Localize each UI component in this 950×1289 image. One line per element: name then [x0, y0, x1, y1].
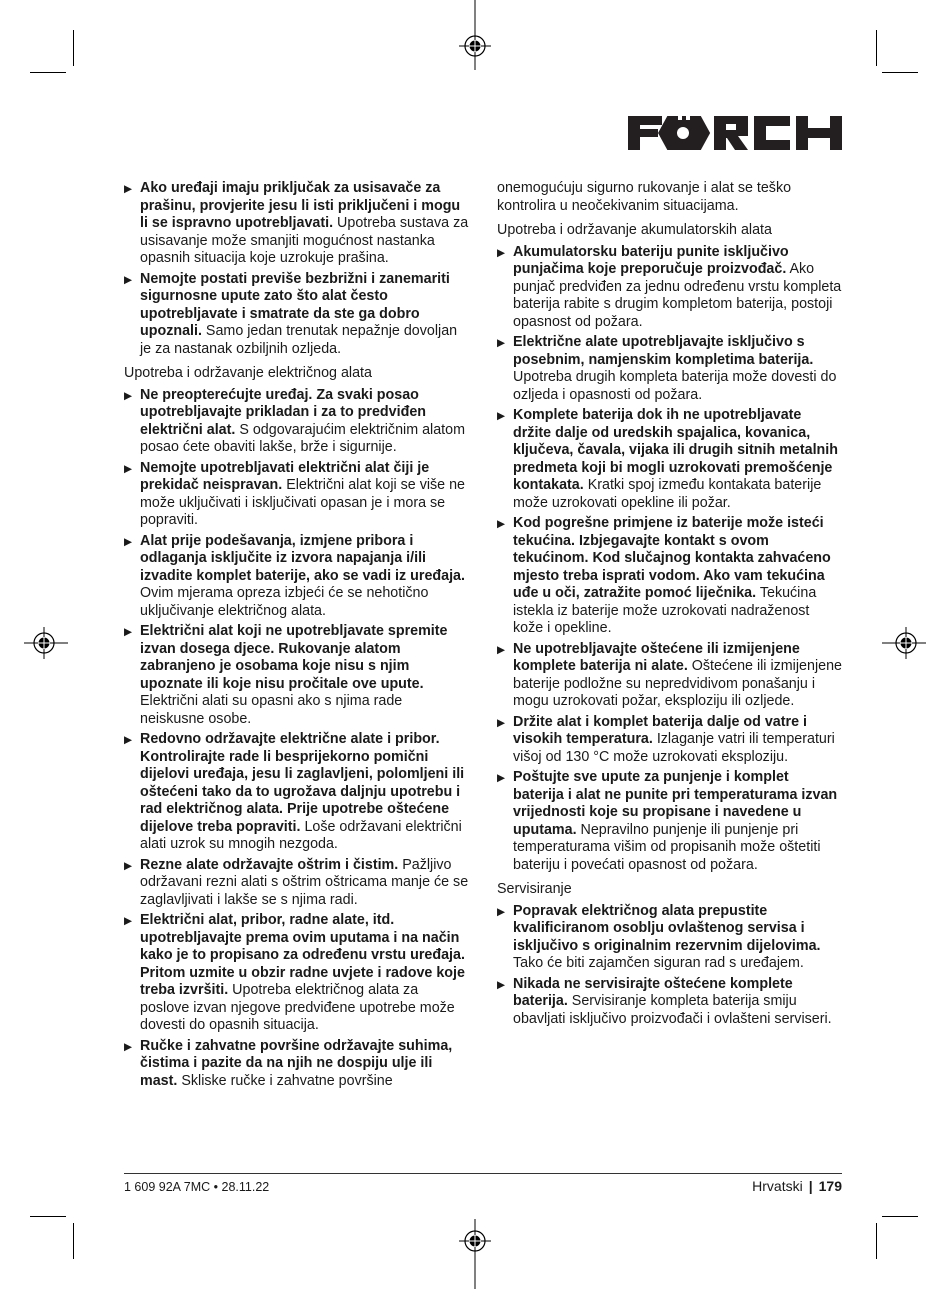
triangle-bullet-icon: ▶: [124, 183, 133, 195]
item-body-text: Izlaganje vatri ili temperaturi višoj od 130 °C može uzrokovati eksploziju.: [513, 731, 835, 765]
list-item: [124, 271, 470, 359]
triangle-bullet-icon: ▶: [124, 915, 133, 927]
list-item: [497, 976, 843, 1029]
item-body-text: Kratki spoj između kontakata baterije može uzrokovati opekline ili požar.: [513, 477, 822, 511]
list-item: [124, 912, 470, 1035]
item-bold-text: Komplete baterija dok ih ne upotrebljavate držite dalje od uredskih spajalica, kovanica, ključeva, čavala, vijaka ili drugih sitnih metalnih predmeta koji bi mogli uzrokovati premošćenje kontakata.: [513, 407, 838, 493]
section-heading: Servisiranje: [497, 881, 572, 897]
list-item: [124, 180, 470, 268]
registration-mark-icon: [24, 623, 68, 663]
list-item: [497, 407, 843, 512]
item-body-text: Upotreba sustava za usisavanje može smanjiti mogućnost nastanka opasnih situacija koje uzrokuje prašina.: [140, 215, 469, 266]
list-item: [124, 387, 470, 457]
page-footer: [752, 1178, 842, 1194]
item-body-text: Ako punjač predviđen za jednu određenu vrstu kompleta baterija rabite s drugim kompletom baterija, postoji opasnost od požara.: [513, 261, 842, 330]
list-item: [124, 623, 470, 728]
triangle-bullet-icon: ▶: [497, 716, 506, 729]
item-bold-text: Akumulatorsku bateriju punite isključivo punjačima koje preporučuje proizvođač.: [513, 243, 789, 277]
crop-mark: [882, 1216, 918, 1217]
item-bold-text: Ne upotrebljavajte oštećene ili izmijenjene komplete baterija ni alate.: [513, 640, 800, 674]
list-item: [124, 460, 470, 530]
crop-mark: [30, 1216, 66, 1217]
crop-mark: [30, 72, 66, 73]
item-bold-text: Kod pogrešne primjene iz baterije može isteći tekućina. Izbjegavajte kontakt s ovom tekućinom. Kod slučajnog kontakta zahvaćeno mjesto treba isprati vodom. Ako vam tekućina uđe u oči, zatražite pomoć liječnika.: [513, 515, 831, 601]
triangle-bullet-icon: ▶: [124, 859, 133, 872]
item-bold-text: Nemojte upotrebljavati električni alat čiji je prekidač neispravan.: [140, 459, 430, 493]
list-item: [497, 714, 843, 767]
registration-mark-icon: [455, 0, 495, 70]
list-item: [124, 731, 470, 854]
triangle-bullet-icon: ▶: [124, 734, 133, 746]
triangle-bullet-icon: ▶: [124, 389, 133, 402]
item-body-text: Tako će biti zajamčen siguran rad s uređajem.: [513, 955, 804, 971]
list-item: [497, 244, 843, 332]
list-item: [497, 515, 843, 638]
item-body-text: Ovim mjerama opreza izbjeći će se nehotično uključivanje električnog alata.: [140, 585, 429, 619]
crop-mark: [876, 1223, 877, 1259]
item-body-text: Pažljivo održavani rezni alati s oštrim oštricama manje će se zaglavljivati i lakše se s njima radi.: [140, 856, 469, 908]
item-body-text: Samo jedan trenutak nepažnje dovoljan je za nastanak ozbiljnih ozljeda.: [140, 323, 458, 357]
item-body-text: Loše održavani električni alati uzrok su mnogih nezgoda.: [140, 818, 462, 852]
list-item: [497, 903, 843, 973]
item-body-text: Skliske ručke i zahvatne površine: [177, 1072, 393, 1089]
triangle-bullet-icon: ▶: [124, 535, 133, 548]
triangle-bullet-icon: ▶: [124, 1040, 133, 1053]
paragraph: onemogućuju sigurno rukovanje i alat se teško kontrolira u neočekivanim situacijama.: [497, 180, 792, 214]
item-body-text: Oštećene ili izmijenjene baterije podložne su nepredvidivom ponašanju i mogu uzrokovati požar, eksploziju ili ozljede.: [513, 658, 842, 709]
item-body-text: S odgovarajućim električnim alatom posao ćete obaviti lakše, brže i sigurnije.: [140, 421, 465, 455]
triangle-bullet-icon: ▶: [497, 772, 506, 784]
list-item: [497, 334, 843, 404]
item-bold-text: Alat prije podešavanja, izmjene pribora i odlaganja isključite iz izvora napajanja i/ili izvadite komplet baterije, ako se vadi iz uređaja.: [140, 532, 465, 584]
item-bold-text: Ručke i zahvatne površine održavajte suhima, čistima i pazite da na njih ne dospiju ulje ili mast.: [140, 1037, 453, 1089]
item-body-text: Upotreba električnog alata za poslove izvan njegove predviđene upotrebe može dovesti do opasnih situacija.: [140, 982, 455, 1033]
item-bold-text: Električne alate upotrebljavajte isključivo s posebnim, namjenskim kompletima baterija.: [513, 334, 814, 368]
crop-mark: [73, 30, 74, 66]
crop-mark: [882, 72, 918, 73]
item-bold-text: Ne preopterećujte uređaj. Za svaki posao upotrebljavajte prikladan i za to predviđen električni alat.: [140, 386, 427, 438]
registration-mark-icon: [882, 623, 926, 663]
crop-mark: [73, 1223, 74, 1259]
list-item: [124, 1038, 470, 1091]
document-code: 1 609 92A 7MC • 28.11.22: [124, 1180, 270, 1194]
item-bold-text: Poštujte sve upute za punjenje i komplet baterija i alat ne punite pri temperaturama izvan vrijednosti koje su propisane i navedene u uputama.: [513, 769, 838, 838]
item-bold-text: Električni alat, pribor, radne alate, itd. upotrebljavajte prema ovim uputama i na način kako je to propisano za određenu vrstu uređaja. Pritom uzmite u obzir radne uvjete i radove koje treba izvršiti.: [140, 912, 465, 998]
item-bold-text: Držite alat i komplet baterija dalje od vatre i visokih temperatura.: [513, 713, 807, 747]
triangle-bullet-icon: ▶: [124, 626, 133, 638]
triangle-bullet-icon: ▶: [497, 905, 506, 918]
item-bold-text: Ako uređaji imaju priključak za usisavače za prašinu, provjerite jesu li isti priključeni i mogu li se ispravno upotrebljavati.: [140, 180, 461, 231]
forch-logo: [628, 116, 842, 150]
triangle-bullet-icon: ▶: [497, 410, 506, 422]
registration-mark-icon: [455, 1219, 495, 1289]
item-body-text: Električni alati su opasni ako s njima rade neiskusne osobe.: [140, 693, 403, 727]
triangle-bullet-icon: ▶: [124, 462, 133, 475]
left-column: [124, 180, 470, 1093]
footer-separator: |: [808, 1178, 813, 1194]
list-item: [124, 857, 470, 910]
item-body-text: Nepravilno punjenje ili punjenje pri temperaturama višim od propisanih može oštetiti bateriju i povećati opasnost od požara.: [513, 821, 821, 873]
list-item: [497, 769, 843, 874]
item-bold-text: Električni alat koji ne upotrebljavate spremite izvan dosega djece. Rukovanje alatom zabranjeno je osobama koje nisu s njim upoznate ili koje nisu pročitale ove upute.: [140, 623, 448, 692]
item-bold-text: Redovno održavajte električne alate i pribor. Kontrolirajte rade li besprijekorno pomični dijelovi uređaja, jesu li zaglavljeni, polomljeni ili oštećeni tako da to ugrožava daljnju upotrebu i rad električnog alata. Prije upotrebe oštećene dijelove treba popraviti.: [140, 731, 465, 835]
item-body-text: Servisiranje kompleta baterija smiju obavljati isključivo proizvođači i ovlašteni serviseri.: [513, 993, 832, 1027]
list-item: [124, 533, 470, 621]
section-heading: Upotreba i održavanje akumulatorskih alata: [497, 222, 772, 238]
item-bold-text: Nikada ne servisirajte oštećene komplete baterija.: [513, 975, 793, 1009]
triangle-bullet-icon: ▶: [497, 978, 506, 991]
section-heading: Upotreba i održavanje električnog alata: [124, 365, 372, 381]
right-column: [497, 180, 843, 1031]
item-bold-text: Rezne alate održavajte oštrim i čistim.: [140, 856, 399, 873]
item-bold-text: Popravak električnog alata prepustite kvalificiranom osoblju ovlaštenog servisa i isključivo s originalnim rezervnim dijelovima.: [513, 902, 821, 954]
item-body-text: Tekućina istekla iz baterije može uzrokovati nadraženost kože i opekline.: [513, 585, 817, 636]
triangle-bullet-icon: ▶: [497, 337, 506, 349]
triangle-bullet-icon: ▶: [497, 518, 506, 530]
triangle-bullet-icon: ▶: [497, 246, 506, 259]
triangle-bullet-icon: ▶: [497, 643, 506, 656]
item-bold-text: Nemojte postati previše bezbrižni i zanemariti sigurnosne upute zato što alat često upotrebljavate i smatrate da ste ga dobro upoznali.: [140, 270, 450, 339]
page-number: 179: [818, 1178, 842, 1194]
crop-mark: [876, 30, 877, 66]
language-label: Hrvatski: [752, 1178, 803, 1194]
footer-rule: [124, 1173, 842, 1174]
item-body-text: Upotreba drugih kompleta baterija može dovesti do ozljeda i opasnosti od požara.: [513, 369, 837, 403]
list-item: [497, 641, 843, 711]
item-body-text: Električni alat koji se više ne može uključivati i isključivati opasan je i mora se popraviti.: [140, 477, 466, 528]
triangle-bullet-icon: ▶: [124, 273, 133, 286]
